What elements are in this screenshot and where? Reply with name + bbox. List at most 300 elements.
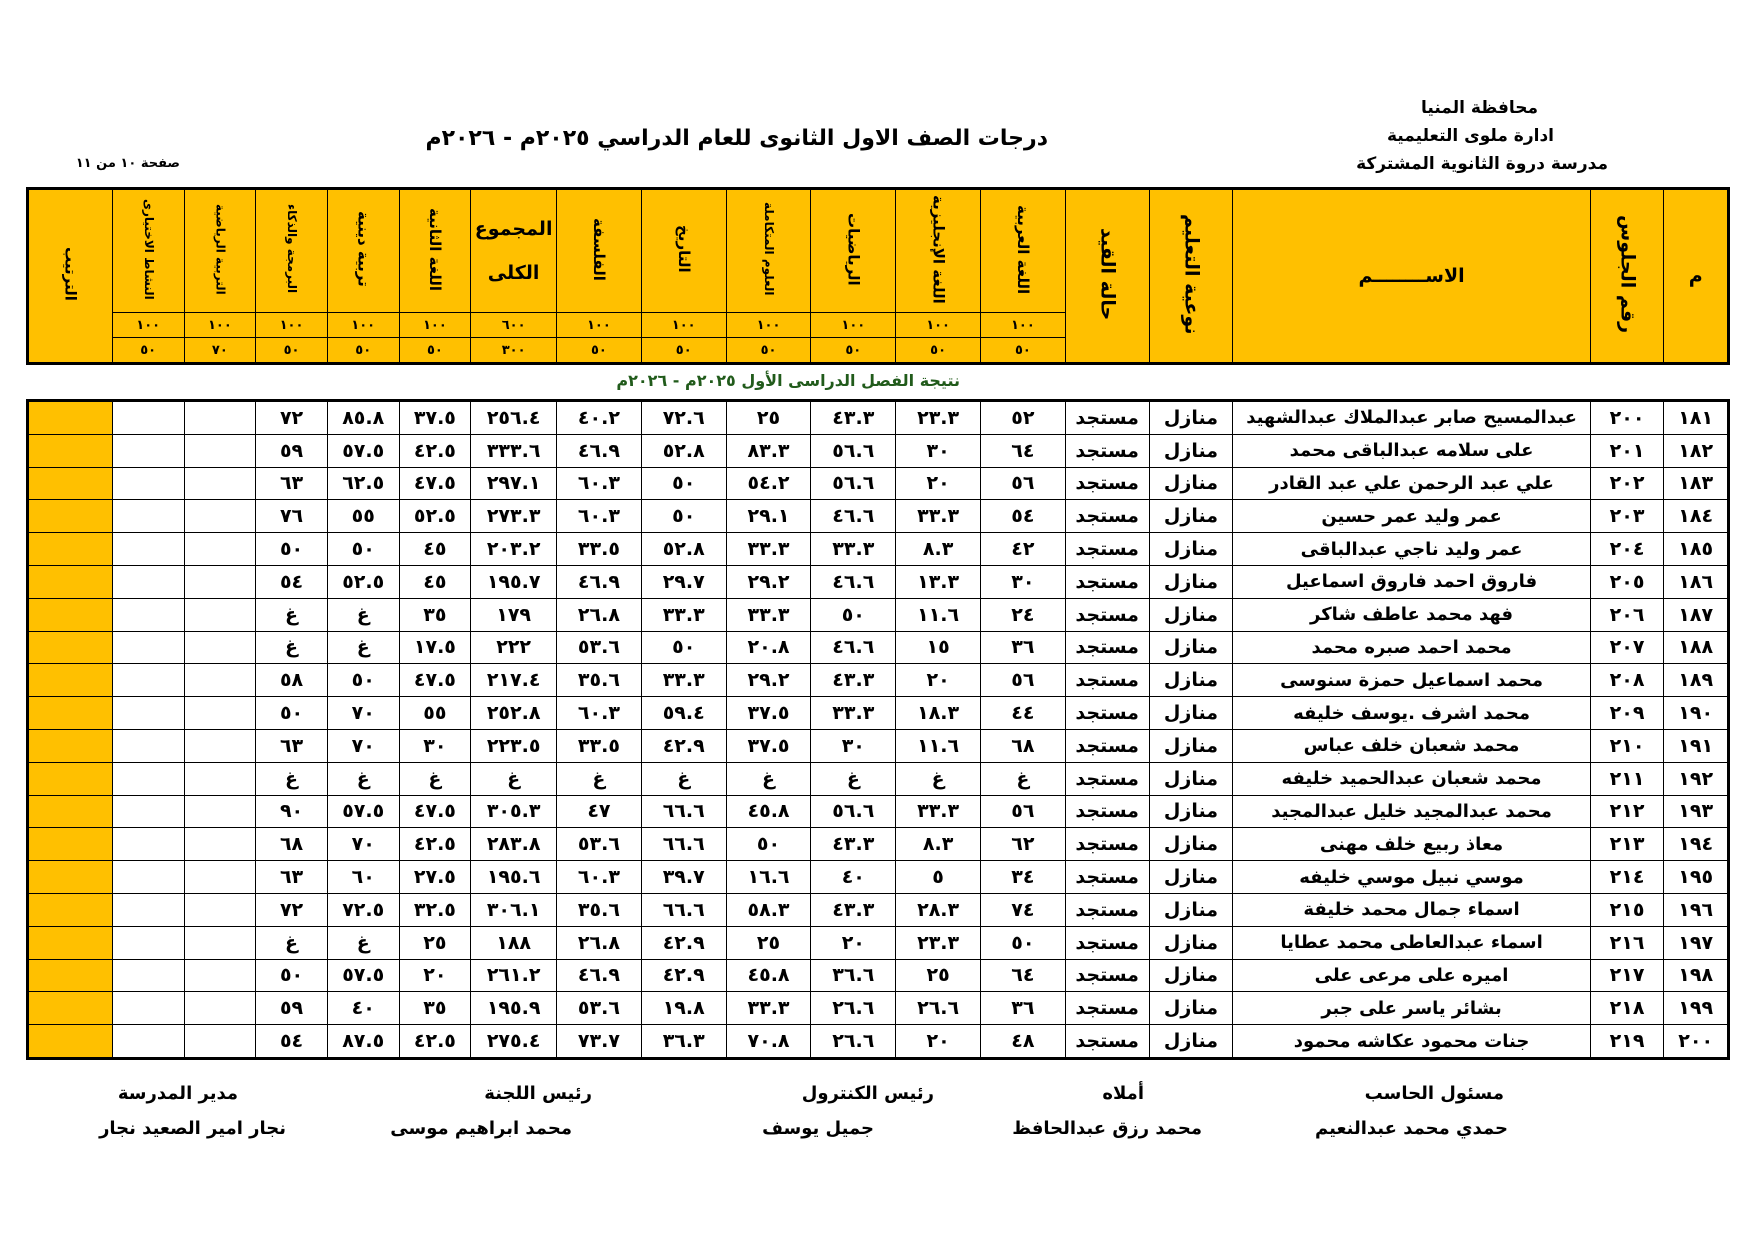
- school-label: مدرسة دروة الثانوية المشتركة: [1356, 154, 1608, 174]
- activity-cell: [112, 1025, 184, 1059]
- history-cell: ٣٦.٣: [641, 1025, 726, 1059]
- rank-cell: [28, 401, 113, 435]
- table-row: [28, 795, 1729, 828]
- serial-cell: ١٨٧: [1664, 598, 1729, 631]
- min-score-cell: ٥٠: [327, 338, 399, 364]
- history-cell: ١٩.٨: [641, 992, 726, 1025]
- control-head-name: جميل يوسف: [762, 1118, 874, 1139]
- religion-cell: غ: [327, 926, 399, 959]
- second-language-cell: ٤٧.٥: [399, 467, 471, 500]
- sports-cell: [184, 861, 256, 894]
- religion-cell: ٥٧.٥: [327, 434, 399, 467]
- programming-cell: ٥٤: [256, 565, 328, 598]
- table-row: [28, 729, 1729, 762]
- history-cell: ٥٢.٨: [641, 434, 726, 467]
- english-cell: ٢٣.٣: [896, 401, 981, 435]
- edu-type-cell: منازل: [1149, 893, 1233, 926]
- math-cell: ٢٦.٦: [811, 992, 896, 1025]
- programming-cell: ٧٢: [256, 401, 328, 435]
- sports-cell: [184, 533, 256, 566]
- status-cell: مستجد: [1065, 434, 1149, 467]
- activity-cell: [112, 762, 184, 795]
- science-cell: ٥٨.٣: [726, 893, 811, 926]
- sports-cell: [184, 434, 256, 467]
- science-cell: ٣٣.٣: [726, 533, 811, 566]
- activity-cell: [112, 992, 184, 1025]
- governorate-label: محافظة المنيا: [1421, 98, 1538, 118]
- rank-cell: [28, 533, 113, 566]
- programming-cell: ٥٠: [256, 533, 328, 566]
- science-cell: ٤٥.٨: [726, 795, 811, 828]
- philosophy-cell: ٦٠.٣: [557, 697, 642, 730]
- arabic-cell: ٤٢: [981, 533, 1066, 566]
- col-serial: م: [1664, 189, 1729, 364]
- max-score-cell: ١٠٠: [399, 313, 471, 338]
- edu-type-cell: منازل: [1149, 861, 1233, 894]
- math-cell: ٥٦.٦: [811, 467, 896, 500]
- english-cell: ٣٣.٣: [896, 795, 981, 828]
- table-row: [28, 926, 1729, 959]
- second-language-cell: ٤٢.٥: [399, 828, 471, 861]
- total-cell: ٢٢٣.٥: [471, 729, 557, 762]
- serial-cell: ١٩٥: [1664, 861, 1729, 894]
- seat-cell: ٢١٣: [1590, 828, 1664, 861]
- seat-cell: ٢١٥: [1590, 893, 1664, 926]
- sports-cell: [184, 795, 256, 828]
- philosophy-cell: ٣٣.٥: [557, 533, 642, 566]
- serial-cell: ١٨٦: [1664, 565, 1729, 598]
- philosophy-cell: ٥٣.٦: [557, 631, 642, 664]
- serial-cell: ١٨١: [1664, 401, 1729, 435]
- edu-type-cell: منازل: [1149, 959, 1233, 992]
- math-cell: ٤٦.٦: [811, 565, 896, 598]
- activity-cell: [112, 533, 184, 566]
- arabic-cell: ٤٨: [981, 1025, 1066, 1059]
- philosophy-cell: ٥٣.٦: [557, 828, 642, 861]
- dictated-by-name: محمد رزق عبدالحافظ: [1012, 1118, 1202, 1139]
- philosophy-cell: ٦٠.٣: [557, 861, 642, 894]
- philosophy-cell: ٢٦.٨: [557, 598, 642, 631]
- second-language-cell: ٤٧.٥: [399, 795, 471, 828]
- table-row: [28, 828, 1729, 861]
- serial-cell: ١٩٠: [1664, 697, 1729, 730]
- table-row: [28, 500, 1729, 533]
- programming-cell: ٦٣: [256, 467, 328, 500]
- philosophy-cell: ٦٠.٣: [557, 467, 642, 500]
- col-sports: التربية الرياضية: [184, 189, 256, 313]
- table-row: [28, 401, 1729, 435]
- religion-cell: ٤٠: [327, 992, 399, 1025]
- english-cell: ١٥: [896, 631, 981, 664]
- name-cell: على سلامه عبدالباقى محمد: [1233, 434, 1590, 467]
- total-cell: ١٩٥.٧: [471, 565, 557, 598]
- math-cell: ٢٠: [811, 926, 896, 959]
- page-title: درجات الصف الاول الثانوى للعام الدراسي ٢٠٢٥م - ٢٠٢٦م: [425, 126, 1048, 151]
- seat-cell: ٢٠٩: [1590, 697, 1664, 730]
- programming-cell: ٦٨: [256, 828, 328, 861]
- rank-cell: [28, 664, 113, 697]
- total-cell: ٢٨٣.٨: [471, 828, 557, 861]
- serial-cell: ١٩٢: [1664, 762, 1729, 795]
- edu-type-cell: منازل: [1149, 500, 1233, 533]
- name-cell: اسماء عبدالعاطى محمد عطايا: [1233, 926, 1590, 959]
- arabic-cell: ٣٦: [981, 631, 1066, 664]
- arabic-cell: ٥٢: [981, 401, 1066, 435]
- arabic-cell: ٤٤: [981, 697, 1066, 730]
- english-cell: ٢٠: [896, 467, 981, 500]
- sports-cell: [184, 729, 256, 762]
- religion-cell: غ: [327, 631, 399, 664]
- col-religion: تربية دينية: [327, 189, 399, 313]
- activity-cell: [112, 959, 184, 992]
- second-language-cell: غ: [399, 762, 471, 795]
- edu-type-cell: منازل: [1149, 664, 1233, 697]
- sports-cell: [184, 828, 256, 861]
- name-cell: اميره على مرعى على: [1233, 959, 1590, 992]
- sports-cell: [184, 1025, 256, 1059]
- name-cell: محمد اشرف .يوسف خليفه: [1233, 697, 1590, 730]
- edu-type-cell: منازل: [1149, 434, 1233, 467]
- status-cell: مستجد: [1065, 500, 1149, 533]
- max-score-cell: ١٠٠: [256, 313, 328, 338]
- committee-head-role: رئيس اللجنة: [484, 1083, 592, 1104]
- activity-cell: [112, 697, 184, 730]
- seat-cell: ٢٠٧: [1590, 631, 1664, 664]
- rank-cell: [28, 631, 113, 664]
- philosophy-cell: ٢٦.٨: [557, 926, 642, 959]
- second-language-cell: ٢٧.٥: [399, 861, 471, 894]
- status-cell: مستجد: [1065, 795, 1149, 828]
- edu-type-cell: منازل: [1149, 401, 1233, 435]
- status-cell: مستجد: [1065, 861, 1149, 894]
- min-score-cell: ٥٠: [896, 338, 981, 364]
- name-cell: معاذ ربيع خلف مهنى: [1233, 828, 1590, 861]
- programming-cell: ٥٤: [256, 1025, 328, 1059]
- seat-cell: ٢٠٦: [1590, 598, 1664, 631]
- total-cell: ٣٠٦.١: [471, 893, 557, 926]
- english-cell: ١١.٦: [896, 598, 981, 631]
- seat-cell: ٢١٦: [1590, 926, 1664, 959]
- english-cell: غ: [896, 762, 981, 795]
- history-cell: ٦٦.٦: [641, 795, 726, 828]
- rank-cell: [28, 598, 113, 631]
- status-cell: مستجد: [1065, 598, 1149, 631]
- english-cell: ٥: [896, 861, 981, 894]
- semester-label: نتيجة الفصل الدراسى الأول ٢٠٢٥م - ٢٠٢٦م: [616, 371, 960, 390]
- name-cell: محمد احمد صبره محمد: [1233, 631, 1590, 664]
- history-cell: ٥٩.٤: [641, 697, 726, 730]
- edu-type-cell: منازل: [1149, 565, 1233, 598]
- sports-cell: [184, 697, 256, 730]
- seat-cell: ٢٠٤: [1590, 533, 1664, 566]
- col-seat-number: رقم الجلوس: [1590, 189, 1664, 364]
- math-cell: ٤٣.٣: [811, 664, 896, 697]
- total-cell: ٢٧٣.٣: [471, 500, 557, 533]
- table-row: [28, 434, 1729, 467]
- total-cell: ٢٩٧.١: [471, 467, 557, 500]
- rank-cell: [28, 861, 113, 894]
- table-row: [28, 697, 1729, 730]
- total-cell: ٢٠٣.٢: [471, 533, 557, 566]
- math-cell: ٤٦.٦: [811, 500, 896, 533]
- max-score-cell: ١٠٠: [112, 313, 184, 338]
- rank-cell: [28, 828, 113, 861]
- status-cell: مستجد: [1065, 893, 1149, 926]
- sports-cell: [184, 893, 256, 926]
- math-cell: غ: [811, 762, 896, 795]
- total-cell: ٢٢٢: [471, 631, 557, 664]
- serial-cell: ١٨٨: [1664, 631, 1729, 664]
- arabic-cell: ٥٦: [981, 664, 1066, 697]
- max-score-cell: ١٠٠: [641, 313, 726, 338]
- science-cell: ٤٥.٨: [726, 959, 811, 992]
- history-cell: غ: [641, 762, 726, 795]
- status-cell: مستجد: [1065, 401, 1149, 435]
- arabic-cell: ٥٠: [981, 926, 1066, 959]
- second-language-cell: ١٧.٥: [399, 631, 471, 664]
- col-enrollment-status: حالة القيد: [1065, 189, 1149, 364]
- religion-cell: ٥٧.٥: [327, 959, 399, 992]
- committee-head-name: محمد ابراهيم موسى: [390, 1118, 572, 1139]
- seat-cell: ٢٠١: [1590, 434, 1664, 467]
- programming-cell: ٥٠: [256, 959, 328, 992]
- math-cell: ٤٣.٣: [811, 401, 896, 435]
- philosophy-cell: ٤٦.٩: [557, 434, 642, 467]
- administration-label: ادارة ملوى التعليمية: [1386, 126, 1554, 146]
- history-cell: ٢٩.٧: [641, 565, 726, 598]
- sports-cell: [184, 762, 256, 795]
- second-language-cell: ٥٥: [399, 697, 471, 730]
- religion-cell: ٥٠: [327, 664, 399, 697]
- arabic-cell: ٥٦: [981, 795, 1066, 828]
- math-cell: ٣٦.٦: [811, 959, 896, 992]
- min-score-cell: ٥٠: [641, 338, 726, 364]
- math-cell: ٣٠: [811, 729, 896, 762]
- max-score-cell: ١٠٠: [896, 313, 981, 338]
- edu-type-cell: منازل: [1149, 467, 1233, 500]
- serial-cell: ١٨٢: [1664, 434, 1729, 467]
- table-row: [28, 631, 1729, 664]
- history-cell: ٣٣.٣: [641, 598, 726, 631]
- status-cell: مستجد: [1065, 1025, 1149, 1059]
- sports-cell: [184, 598, 256, 631]
- religion-cell: ٥٧.٥: [327, 795, 399, 828]
- science-cell: ٢٩.٢: [726, 664, 811, 697]
- math-cell: ٢٦.٦: [811, 1025, 896, 1059]
- edu-type-cell: منازل: [1149, 762, 1233, 795]
- name-cell: اسماء جمال محمد خليفة: [1233, 893, 1590, 926]
- col-philosophy: الفلسفة: [557, 189, 642, 313]
- principal-name: نجار امير الصعيد نجار: [99, 1118, 286, 1139]
- edu-type-cell: منازل: [1149, 926, 1233, 959]
- rank-cell: [28, 565, 113, 598]
- total-cell: ٢٧٥.٤: [471, 1025, 557, 1059]
- min-score-cell: ٥٠: [726, 338, 811, 364]
- seat-cell: ٢٠٠: [1590, 401, 1664, 435]
- english-cell: ١١.٦: [896, 729, 981, 762]
- rank-cell: [28, 959, 113, 992]
- science-cell: ٣٧.٥: [726, 729, 811, 762]
- table-row: [28, 467, 1729, 500]
- table-row: [28, 861, 1729, 894]
- rank-cell: [28, 893, 113, 926]
- history-cell: ٣٣.٣: [641, 664, 726, 697]
- second-language-cell: ٣٧.٥: [399, 401, 471, 435]
- history-cell: ٣٩.٧: [641, 861, 726, 894]
- science-cell: ٢٩.٢: [726, 565, 811, 598]
- total-cell: ٣٠٥.٣: [471, 795, 557, 828]
- math-cell: ٥٦.٦: [811, 795, 896, 828]
- seat-cell: ٢١٩: [1590, 1025, 1664, 1059]
- name-cell: عمر وليد عمر حسين: [1233, 500, 1590, 533]
- arabic-cell: ٦٤: [981, 434, 1066, 467]
- activity-cell: [112, 893, 184, 926]
- max-score-cell: ١٠٠: [981, 313, 1066, 338]
- science-cell: ٥٤.٢: [726, 467, 811, 500]
- philosophy-cell: ٧٣.٧: [557, 1025, 642, 1059]
- edu-type-cell: منازل: [1149, 631, 1233, 664]
- math-cell: ٥٠: [811, 598, 896, 631]
- edu-type-cell: منازل: [1149, 795, 1233, 828]
- rank-cell: [28, 992, 113, 1025]
- seat-cell: ٢٠٣: [1590, 500, 1664, 533]
- programming-cell: ٧٦: [256, 500, 328, 533]
- name-cell: فهد محمد عاطف شاكر: [1233, 598, 1590, 631]
- table-row: [28, 1025, 1729, 1059]
- programming-cell: ٧٢: [256, 893, 328, 926]
- seat-cell: ٢١٢: [1590, 795, 1664, 828]
- principal-role: مدير المدرسة: [117, 1083, 238, 1104]
- min-score-cell: ٥٠: [112, 338, 184, 364]
- status-cell: مستجد: [1065, 467, 1149, 500]
- status-cell: مستجد: [1065, 992, 1149, 1025]
- status-cell: مستجد: [1065, 631, 1149, 664]
- science-cell: ٢٥: [726, 926, 811, 959]
- page-number: صفحة ١٠ من ١١: [75, 156, 180, 171]
- min-score-cell: ٥٠: [981, 338, 1066, 364]
- serial-cell: ١٨٣: [1664, 467, 1729, 500]
- history-cell: ٥٠: [641, 631, 726, 664]
- second-language-cell: ٤٥: [399, 565, 471, 598]
- english-cell: ٢٦.٦: [896, 992, 981, 1025]
- col-programming: البرمجة والذكاء: [256, 189, 328, 313]
- programming-cell: ٦٣: [256, 861, 328, 894]
- philosophy-cell: ٤٦.٩: [557, 565, 642, 598]
- english-cell: ١٨.٣: [896, 697, 981, 730]
- sports-cell: [184, 500, 256, 533]
- col-name: الاســــــــم: [1233, 189, 1590, 364]
- table-row: [28, 664, 1729, 697]
- edu-type-cell: منازل: [1149, 697, 1233, 730]
- second-language-cell: ٣٥: [399, 992, 471, 1025]
- programming-cell: غ: [256, 762, 328, 795]
- table-row: [28, 565, 1729, 598]
- computer-officer-role: مسئول الحاسب: [1364, 1083, 1504, 1104]
- philosophy-cell: ٣٥.٦: [557, 893, 642, 926]
- sports-cell: [184, 401, 256, 435]
- serial-cell: ١٩٧: [1664, 926, 1729, 959]
- status-cell: مستجد: [1065, 959, 1149, 992]
- status-cell: مستجد: [1065, 565, 1149, 598]
- activity-cell: [112, 467, 184, 500]
- seat-cell: ٢١٧: [1590, 959, 1664, 992]
- english-cell: ٨.٣: [896, 533, 981, 566]
- second-language-cell: ٢٥: [399, 926, 471, 959]
- religion-cell: ٧٠: [327, 828, 399, 861]
- edu-type-cell: منازل: [1149, 729, 1233, 762]
- total-cell: ١٨٨: [471, 926, 557, 959]
- col-rank: الترتيب: [28, 189, 113, 364]
- sports-cell: [184, 467, 256, 500]
- serial-cell: ١٩٩: [1664, 992, 1729, 1025]
- math-cell: ٥٦.٦: [811, 434, 896, 467]
- sports-cell: [184, 664, 256, 697]
- serial-cell: ١٩٨: [1664, 959, 1729, 992]
- english-cell: ٢٨.٣: [896, 893, 981, 926]
- programming-cell: ٥٩: [256, 434, 328, 467]
- name-cell: موسي نبيل موسي خليفه: [1233, 861, 1590, 894]
- serial-cell: ١٩١: [1664, 729, 1729, 762]
- total-cell: ١٩٥.٦: [471, 861, 557, 894]
- activity-cell: [112, 401, 184, 435]
- seat-cell: ٢١٤: [1590, 861, 1664, 894]
- dictated-by-role: أملاه: [1102, 1083, 1144, 1104]
- english-cell: ١٣.٣: [896, 565, 981, 598]
- activity-cell: [112, 664, 184, 697]
- religion-cell: ٨٥.٨: [327, 401, 399, 435]
- rank-cell: [28, 434, 113, 467]
- math-cell: ٤٠: [811, 861, 896, 894]
- edu-type-cell: منازل: [1149, 598, 1233, 631]
- grades-table: [26, 399, 1730, 1060]
- seat-cell: ٢١٠: [1590, 729, 1664, 762]
- history-cell: ٧٢.٦: [641, 401, 726, 435]
- name-cell: عبدالمسيح صابر عبدالملاك عبدالشهيد: [1233, 401, 1590, 435]
- rank-cell: [28, 1025, 113, 1059]
- religion-cell: ٦٢.٥: [327, 467, 399, 500]
- edu-type-cell: منازل: [1149, 992, 1233, 1025]
- table-row: [28, 992, 1729, 1025]
- science-cell: ٢٠.٨: [726, 631, 811, 664]
- name-cell: بشائر ياسر على جبر: [1233, 992, 1590, 1025]
- religion-cell: ٧٠: [327, 729, 399, 762]
- max-score-cell: ١٠٠: [726, 313, 811, 338]
- serial-cell: ١٨٩: [1664, 664, 1729, 697]
- science-cell: ١٦.٦: [726, 861, 811, 894]
- philosophy-cell: غ: [557, 762, 642, 795]
- philosophy-cell: ٦٠.٣: [557, 500, 642, 533]
- serial-cell: ١٩٣: [1664, 795, 1729, 828]
- min-score-cell: ٧٠: [184, 338, 256, 364]
- second-language-cell: ٥٢.٥: [399, 500, 471, 533]
- activity-cell: [112, 500, 184, 533]
- rank-cell: [28, 729, 113, 762]
- name-cell: جنات محمود عكاشه محمود: [1233, 1025, 1590, 1059]
- status-cell: مستجد: [1065, 729, 1149, 762]
- religion-cell: ٨٧.٥: [327, 1025, 399, 1059]
- arabic-cell: ٣٤: [981, 861, 1066, 894]
- arabic-cell: ٣٦: [981, 992, 1066, 1025]
- edu-type-cell: منازل: [1149, 1025, 1233, 1059]
- status-cell: مستجد: [1065, 926, 1149, 959]
- history-cell: ٤٢.٩: [641, 959, 726, 992]
- rank-cell: [28, 500, 113, 533]
- second-language-cell: ٤٢.٥: [399, 434, 471, 467]
- second-language-cell: ٤٧.٥: [399, 664, 471, 697]
- seat-cell: ٢١١: [1590, 762, 1664, 795]
- religion-cell: ٧٢.٥: [327, 893, 399, 926]
- name-cell: محمد شعبان خلف عباس: [1233, 729, 1590, 762]
